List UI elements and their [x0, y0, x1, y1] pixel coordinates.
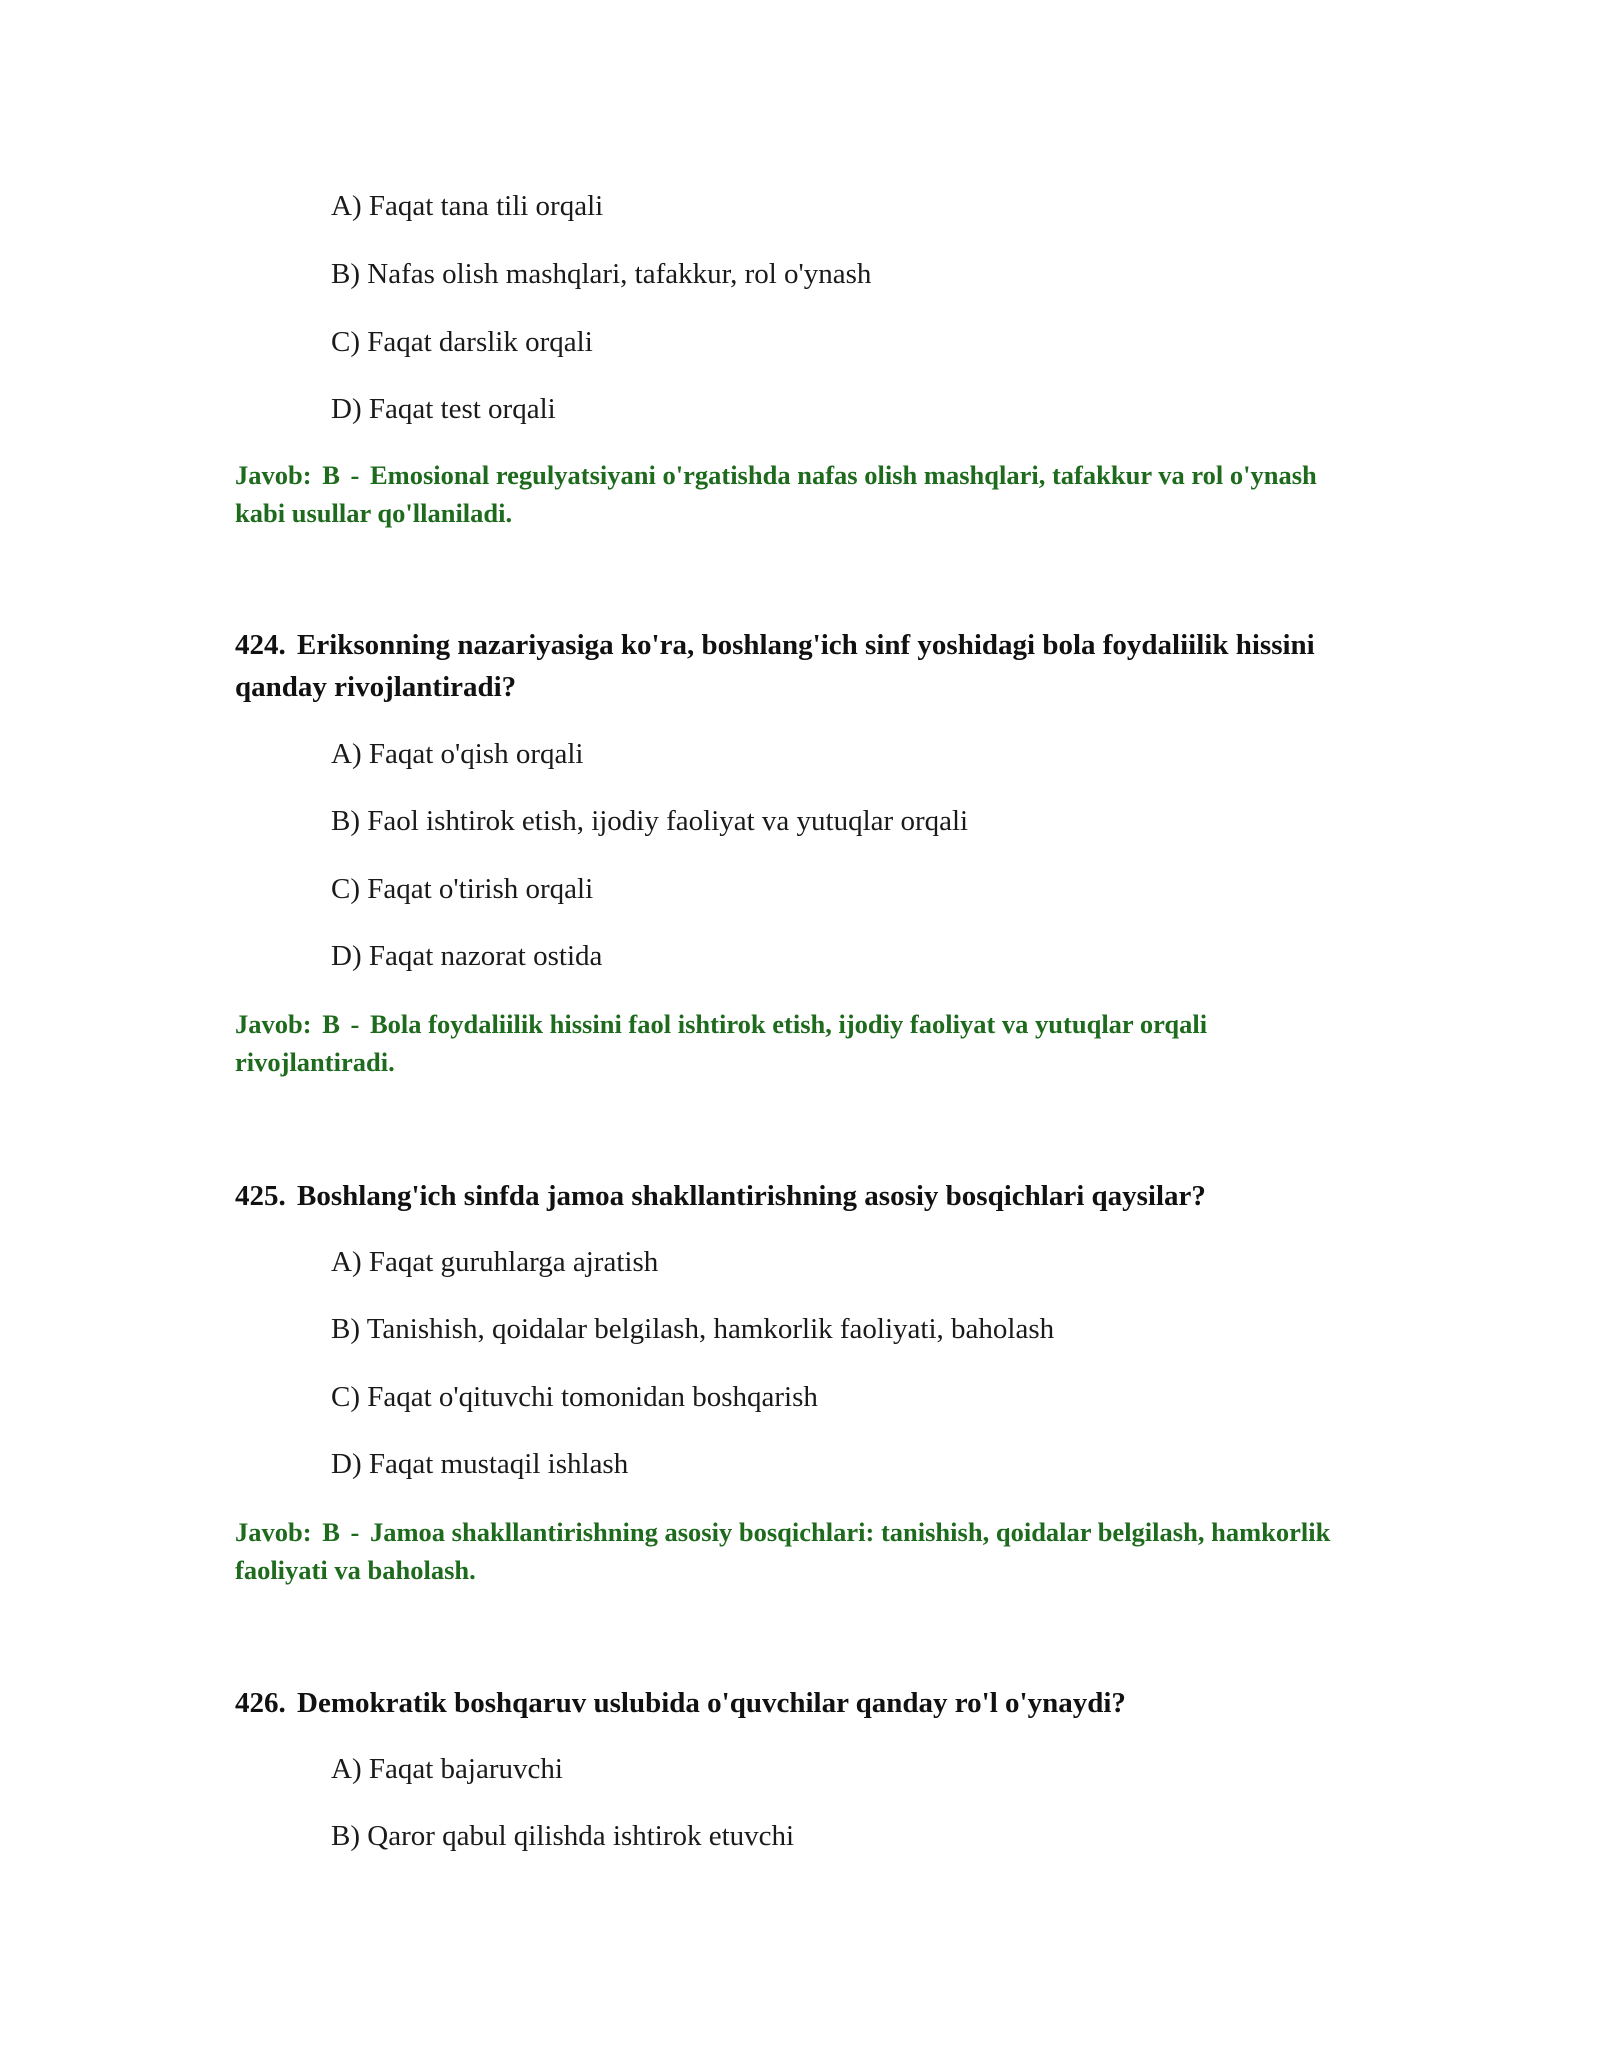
question-425 [235, 1175, 1345, 1217]
option-b: B) Tanishish, qoidalar belgilash, hamkorlik faoliyati, baholash [331, 1313, 1055, 1345]
answer-text: Jamoa shakllantirishning asosiy bosqichlari: tanishish, qoidalar belgilash, hamkorlik faoliyati va baholash. [235, 1517, 1331, 1585]
question-424 [235, 624, 1345, 708]
option-a: A) Faqat guruhlarga ajratish [331, 1246, 659, 1278]
option-c: C) Faqat o'qituvchi tomonidan boshqarish [331, 1381, 818, 1413]
option-b: B) Faol ishtirok etish, ijodiy faoliyat va yutuqlar orqali [331, 805, 969, 837]
answer-label: Javob: [235, 1517, 312, 1547]
option-a: A) Faqat tana tili orqali [331, 190, 604, 222]
answer-text: Bola foydaliilik hissini faol ishtirok etish, ijodiy faoliyat va yutuqlar orqali rivojlantiradi. [235, 1009, 1208, 1077]
option-c: C) Faqat o'tirish orqali [331, 873, 594, 905]
question-text: Demokratik boshqaruv uslubida o'quvchilar qanday ro'l o'ynaydi? [297, 1687, 1126, 1719]
option-b: B) Qaror qabul qilishda ishtirok etuvchi [331, 1820, 795, 1852]
answer-separator: - [350, 460, 360, 490]
answer-separator: - [350, 1517, 360, 1547]
answer-separator: - [350, 1009, 360, 1039]
answer-label: Javob: [235, 1009, 312, 1039]
option-a: A) Faqat bajaruvchi [331, 1753, 563, 1785]
question-number: 424. [235, 629, 286, 661]
option-b: B) Nafas olish mashqlari, tafakkur, rol o'ynash [331, 258, 872, 290]
question-number: 425. [235, 1180, 286, 1212]
question-text: Eriksonning nazariyasiga ko'ra, boshlang'ich sinf yoshidagi bola foydaliilik hissini qanday rivojlantiradi? [235, 629, 1315, 703]
answer-block [235, 456, 1345, 532]
option-c: C) Faqat darslik orqali [331, 326, 593, 358]
answer-block [235, 1513, 1345, 1589]
option-a: A) Faqat o'qish orqali [331, 738, 584, 770]
answer-letter: B [322, 1009, 340, 1039]
answer-letter: B [322, 1517, 340, 1547]
answer-label: Javob: [235, 460, 312, 490]
answer-text: Emosional regulyatsiyani o'rgatishda nafas olish mashqlari, tafakkur va rol o'ynash kabi usullar qo'llaniladi. [235, 460, 1317, 528]
option-d: D) Faqat test orqali [331, 393, 556, 425]
answer-letter: B [322, 460, 340, 490]
answer-block [235, 1005, 1345, 1081]
question-text: Boshlang'ich sinfda jamoa shakllantirishning asosiy bosqichlari qaysilar? [297, 1180, 1206, 1212]
question-426 [235, 1682, 1345, 1724]
question-number: 426. [235, 1687, 286, 1719]
option-d: D) Faqat mustaqil ishlash [331, 1448, 629, 1480]
option-d: D) Faqat nazorat ostida [331, 940, 603, 972]
